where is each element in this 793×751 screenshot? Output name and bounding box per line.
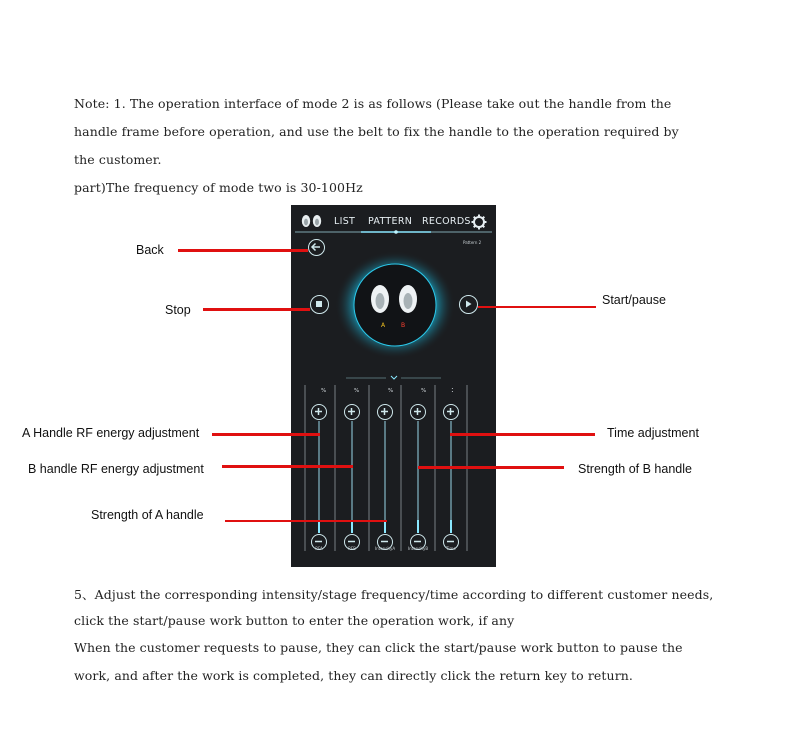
- time-slider-track[interactable]: [450, 421, 452, 533]
- rfb-unit: %: [354, 388, 360, 394]
- callout-line-b-rf: [222, 465, 353, 468]
- plus-icon: [444, 405, 457, 418]
- intensity-a-unit: %: [388, 388, 394, 394]
- mode-label: Pattern 2: [463, 240, 482, 245]
- time-plus-button[interactable]: [443, 404, 459, 420]
- callout-back: Back: [136, 243, 164, 257]
- handles-icon: [300, 214, 324, 230]
- handle-b-label: B: [401, 322, 406, 329]
- plus-icon: [345, 405, 358, 418]
- rfb-slider-track[interactable]: [351, 421, 353, 533]
- intensity-b-slider-track[interactable]: [417, 421, 419, 533]
- intensity-a-label: IntensityA: [374, 546, 396, 551]
- rfb-label: RFB: [348, 546, 356, 551]
- outro-line-3: When the customer requests to pause, they can click the start/pause work button to pause the: [74, 640, 683, 655]
- callout-line-strength-a: [225, 520, 387, 522]
- callout-b-rf: B handle RF energy adjustment: [28, 462, 204, 476]
- intensity-b-plus-button[interactable]: [410, 404, 426, 420]
- plus-icon: [378, 405, 391, 418]
- handle-a-label: A: [381, 322, 386, 329]
- intro-line-3: the customer.: [74, 152, 162, 167]
- callout-line-a-rf: [212, 433, 320, 436]
- time-label: Time: [446, 546, 456, 551]
- rfb-plus-button[interactable]: [344, 404, 360, 420]
- back-button[interactable]: [308, 239, 325, 256]
- nav-pattern[interactable]: PATTERN: [368, 216, 413, 227]
- time-unit: :: [451, 385, 454, 394]
- rfa-slider-track[interactable]: [318, 421, 320, 533]
- start-pause-button[interactable]: [459, 295, 478, 314]
- rfa-slider-fill: [318, 520, 320, 533]
- intro-line-1: Note: 1. The operation interface of mode 2 is as follows (Please take out the handle from the: [74, 96, 672, 111]
- callout-stop: Stop: [165, 303, 191, 317]
- intensity-a-plus-button[interactable]: [377, 404, 393, 420]
- intensity-a-slider-fill: [384, 520, 386, 533]
- nav-records[interactable]: RECORDS: [422, 216, 471, 227]
- intensity-b-slider-fill: [417, 520, 419, 533]
- play-icon: [460, 296, 476, 312]
- plus-icon: [312, 405, 325, 418]
- time-slider-fill: [450, 520, 452, 533]
- rfa-unit: %: [321, 388, 327, 394]
- rfa-plus-button[interactable]: [311, 404, 327, 420]
- callout-line-back: [178, 249, 308, 252]
- rfa-label: RFA: [315, 546, 323, 551]
- rfb-slider-fill: [351, 520, 353, 533]
- app-screenshot: [291, 205, 496, 567]
- callout-strength-a: Strength of A handle: [91, 508, 204, 522]
- arrow-left-icon: [309, 240, 323, 254]
- gear-icon[interactable]: [471, 214, 487, 230]
- outro-line-1: 5、Adjust the corresponding intensity/stage frequency/time according to different customer needs,: [74, 587, 714, 602]
- nav-list[interactable]: LIST: [334, 216, 356, 227]
- callout-line-start-pause: [478, 306, 596, 308]
- callout-strength-b: Strength of B handle: [578, 462, 692, 476]
- intensity-b-unit: %: [421, 388, 427, 394]
- nav-underline: [291, 229, 496, 235]
- intensity-a-slider-track[interactable]: [384, 421, 386, 533]
- callout-time: Time adjustment: [607, 426, 699, 440]
- callout-line-strength-b: [418, 466, 564, 469]
- handle-pair-icon: [363, 283, 425, 323]
- intensity-b-label: IntensityB: [407, 546, 429, 551]
- callout-a-rf: A Handle RF energy adjustment: [22, 426, 200, 440]
- callout-line-stop: [203, 308, 310, 311]
- stop-icon: [316, 301, 322, 307]
- chevron-down-icon: [391, 376, 397, 379]
- intro-line-4: part)The frequency of mode two is 30-100Hz: [74, 180, 363, 195]
- callout-start-pause: Start/pause: [602, 293, 666, 307]
- plus-icon: [411, 405, 424, 418]
- outro-line-4: work, and after the work is completed, they can directly click the return key to return.: [74, 668, 633, 683]
- callout-line-time: [450, 433, 595, 436]
- stop-button[interactable]: [310, 295, 329, 314]
- intro-line-2: handle frame before operation, and use the belt to fix the handle to the operation required by: [74, 124, 679, 139]
- outro-line-2: click the start/pause work button to enter the operation work, if any: [74, 613, 515, 628]
